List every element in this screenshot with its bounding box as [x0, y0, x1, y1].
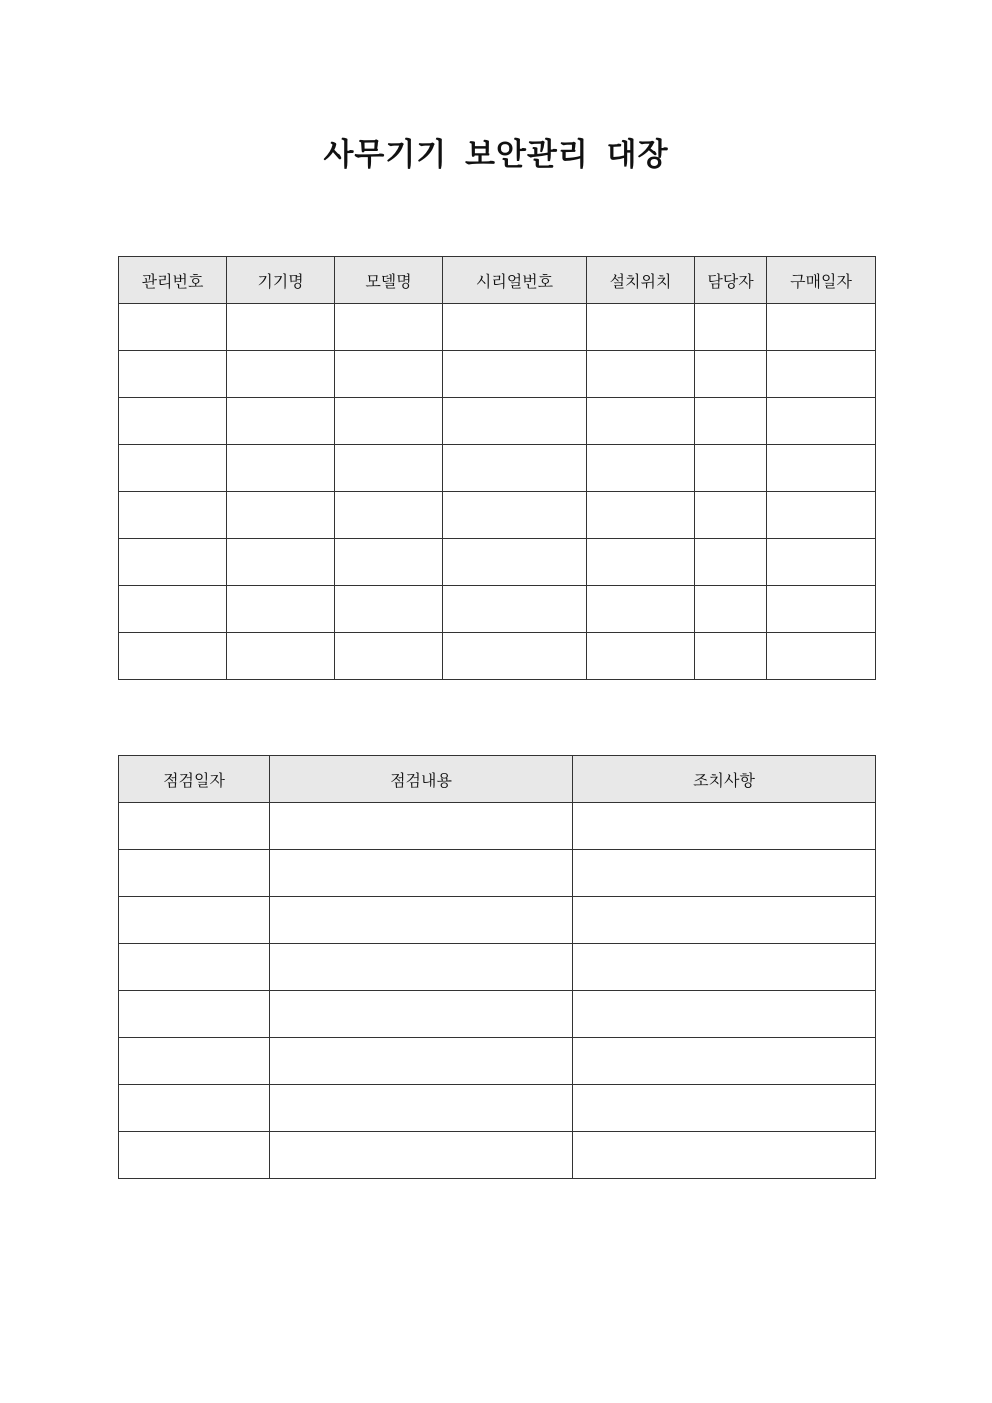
- table-row: [119, 304, 876, 351]
- table-cell[interactable]: [767, 304, 876, 351]
- table-cell[interactable]: [695, 398, 767, 445]
- table-cell[interactable]: [270, 1132, 573, 1179]
- table-cell[interactable]: [119, 1038, 270, 1085]
- column-header-action-taken: 조치사항: [573, 756, 876, 803]
- table-cell[interactable]: [587, 492, 695, 539]
- column-header-serial-number: 시리얼번호: [443, 257, 587, 304]
- table-row: [119, 492, 876, 539]
- table-cell[interactable]: [335, 398, 443, 445]
- table-cell[interactable]: [443, 304, 587, 351]
- table-cell[interactable]: [227, 539, 335, 586]
- table-cell[interactable]: [443, 398, 587, 445]
- table-cell[interactable]: [695, 586, 767, 633]
- table-cell[interactable]: [443, 539, 587, 586]
- table-row: [119, 1132, 876, 1179]
- table-row: [119, 633, 876, 680]
- table-cell[interactable]: [443, 445, 587, 492]
- table-cell[interactable]: [119, 897, 270, 944]
- table-cell[interactable]: [767, 398, 876, 445]
- table-cell[interactable]: [227, 586, 335, 633]
- table-cell[interactable]: [443, 586, 587, 633]
- column-header-purchase-date: 구매일자: [767, 257, 876, 304]
- table-row: [119, 445, 876, 492]
- table-cell[interactable]: [587, 586, 695, 633]
- table-row: [119, 351, 876, 398]
- table-cell[interactable]: [587, 398, 695, 445]
- table-cell[interactable]: [695, 633, 767, 680]
- table-cell[interactable]: [573, 991, 876, 1038]
- equipment-header-row: [119, 257, 876, 304]
- table-cell[interactable]: [335, 445, 443, 492]
- table-cell[interactable]: [587, 445, 695, 492]
- column-header-inspection-details: 점검내용: [270, 756, 573, 803]
- table-cell[interactable]: [767, 351, 876, 398]
- table-cell[interactable]: [119, 445, 227, 492]
- inspection-table: [118, 755, 876, 1179]
- document-title: 사무기기 보안관리 대장: [323, 137, 669, 173]
- table-cell[interactable]: [119, 1085, 270, 1132]
- table-cell[interactable]: [573, 897, 876, 944]
- table-cell[interactable]: [587, 304, 695, 351]
- table-cell[interactable]: [270, 1085, 573, 1132]
- table-cell[interactable]: [119, 1132, 270, 1179]
- table-row: [119, 539, 876, 586]
- table-cell[interactable]: [587, 633, 695, 680]
- table-cell[interactable]: [767, 586, 876, 633]
- table-row: [119, 850, 876, 897]
- table-row: [119, 897, 876, 944]
- equipment-table: [118, 256, 876, 680]
- inspection-header-row: [119, 756, 876, 803]
- table-cell[interactable]: [119, 351, 227, 398]
- column-header-install-location: 설치위치: [587, 257, 695, 304]
- table-cell[interactable]: [119, 492, 227, 539]
- column-header-inspection-date: 점검일자: [119, 756, 270, 803]
- table-cell[interactable]: [573, 850, 876, 897]
- table-cell[interactable]: [335, 539, 443, 586]
- table-row: [119, 991, 876, 1038]
- table-cell[interactable]: [767, 539, 876, 586]
- table-cell[interactable]: [270, 850, 573, 897]
- table-cell[interactable]: [270, 803, 573, 850]
- table-cell[interactable]: [443, 633, 587, 680]
- table-cell[interactable]: [119, 944, 270, 991]
- column-header-model-name: 모델명: [335, 257, 443, 304]
- table-cell[interactable]: [573, 944, 876, 991]
- table-row: [119, 803, 876, 850]
- table-cell[interactable]: [443, 351, 587, 398]
- table-cell[interactable]: [767, 445, 876, 492]
- table-cell[interactable]: [695, 351, 767, 398]
- table-cell[interactable]: [119, 539, 227, 586]
- table-cell[interactable]: [119, 633, 227, 680]
- table-cell[interactable]: [227, 398, 335, 445]
- table-cell[interactable]: [335, 633, 443, 680]
- table-cell[interactable]: [270, 1038, 573, 1085]
- column-header-device-name: 기기명: [227, 257, 335, 304]
- table-cell[interactable]: [227, 304, 335, 351]
- table-cell[interactable]: [587, 539, 695, 586]
- table-cell[interactable]: [119, 991, 270, 1038]
- table-cell[interactable]: [695, 304, 767, 351]
- column-header-manager: 담당자: [695, 257, 767, 304]
- table-cell[interactable]: [227, 633, 335, 680]
- table-cell[interactable]: [695, 539, 767, 586]
- table-cell[interactable]: [227, 492, 335, 539]
- table-cell[interactable]: [335, 304, 443, 351]
- table-cell[interactable]: [270, 991, 573, 1038]
- table-cell[interactable]: [587, 351, 695, 398]
- table-cell[interactable]: [335, 351, 443, 398]
- table-row: [119, 398, 876, 445]
- table-cell[interactable]: [767, 492, 876, 539]
- table-cell[interactable]: [227, 445, 335, 492]
- table-cell[interactable]: [119, 586, 227, 633]
- table-cell[interactable]: [119, 850, 270, 897]
- table-cell[interactable]: [573, 803, 876, 850]
- table-cell[interactable]: [335, 492, 443, 539]
- table-cell[interactable]: [573, 1038, 876, 1085]
- table-cell[interactable]: [335, 586, 443, 633]
- table-cell[interactable]: [443, 492, 587, 539]
- table-row: [119, 1038, 876, 1085]
- table-row: [119, 586, 876, 633]
- table-row: [119, 944, 876, 991]
- table-cell[interactable]: [227, 351, 335, 398]
- table-cell[interactable]: [767, 633, 876, 680]
- table-cell[interactable]: [270, 944, 573, 991]
- table-cell[interactable]: [119, 304, 227, 351]
- table-cell[interactable]: [573, 1085, 876, 1132]
- table-cell[interactable]: [573, 1132, 876, 1179]
- column-header-management-number: 관리번호: [119, 257, 227, 304]
- inspection-table-body: [119, 803, 876, 1179]
- table-cell[interactable]: [270, 897, 573, 944]
- table-cell[interactable]: [695, 492, 767, 539]
- table-cell[interactable]: [695, 445, 767, 492]
- table-row: [119, 1085, 876, 1132]
- table-cell[interactable]: [119, 803, 270, 850]
- table-cell[interactable]: [119, 398, 227, 445]
- equipment-table-body: [119, 304, 876, 680]
